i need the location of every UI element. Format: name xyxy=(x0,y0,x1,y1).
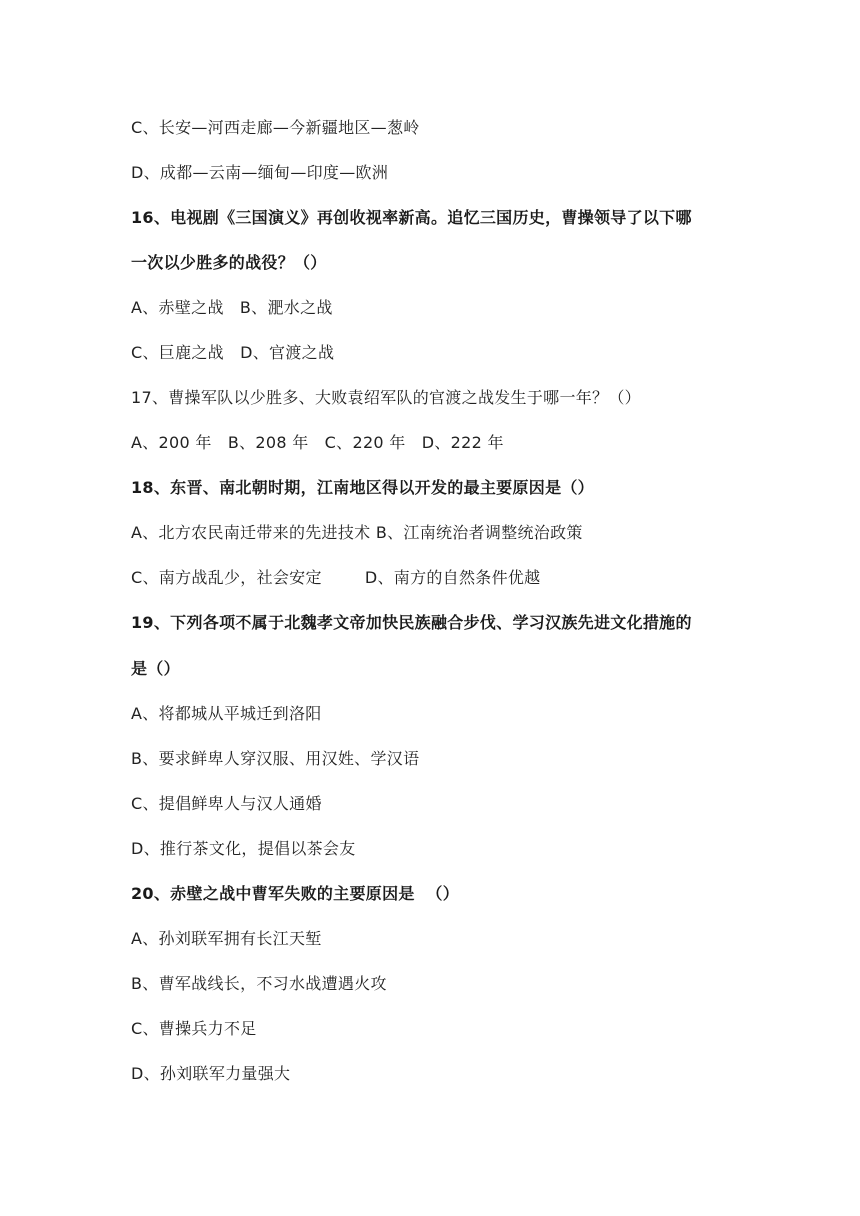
option-line: A、200 年 B、208 年 C、220 年 D、222 年 xyxy=(131,433,504,452)
question-19-line-1: 19、下列各项不属于北魏孝文帝加快民族融合步伐、学习汉族先进文化措施的 xyxy=(131,613,692,632)
question-19-line-2: 是（） xyxy=(131,659,180,678)
option-line: D、推行茶文化，提倡以茶会友 xyxy=(131,839,356,858)
question-17: 17、曹操军队以少胜多、大败袁绍军队的官渡之战发生于哪一年？（） xyxy=(131,388,641,407)
option-line: D、孙刘联军力量强大 xyxy=(131,1064,291,1083)
question-16-line-2: 一次以少胜多的战役？（） xyxy=(131,253,327,272)
option-line: B、要求鲜卑人穿汉服、用汉姓、学汉语 xyxy=(131,749,420,768)
question-16-line-1: 16、电视剧《三国演义》再创收视率新高。追忆三国历史，曹操领导了以下哪 xyxy=(131,208,692,227)
option-line: B、曹军战线长，不习水战遭遇火攻 xyxy=(131,974,387,993)
option-line: C、巨鹿之战 D、官渡之战 xyxy=(131,343,335,362)
option-line: C、提倡鲜卑人与汉人通婚 xyxy=(131,794,322,813)
question-18: 18、东晋、南北朝时期，江南地区得以开发的最主要原因是（） xyxy=(131,478,594,497)
option-line: C、南方战乱少，社会安定 D、南方的自然条件优越 xyxy=(131,568,541,587)
option-line: C、曹操兵力不足 xyxy=(131,1019,257,1038)
question-20: 20、赤壁之战中曹军失败的主要原因是 （） xyxy=(131,884,460,903)
option-line: A、赤壁之战 B、淝水之战 xyxy=(131,298,333,317)
option-line: A、孙刘联军拥有长江天堑 xyxy=(131,929,322,948)
option-line: A、将都城从平城迁到洛阳 xyxy=(131,704,322,723)
option-line: A、北方农民南迁带来的先进技术 B、江南统治者调整统治政策 xyxy=(131,523,583,542)
option-line: C、长安—河西走廊—今新疆地区—葱岭 xyxy=(131,118,420,137)
option-line: D、成都—云南—缅甸—印度—欧洲 xyxy=(131,163,389,182)
